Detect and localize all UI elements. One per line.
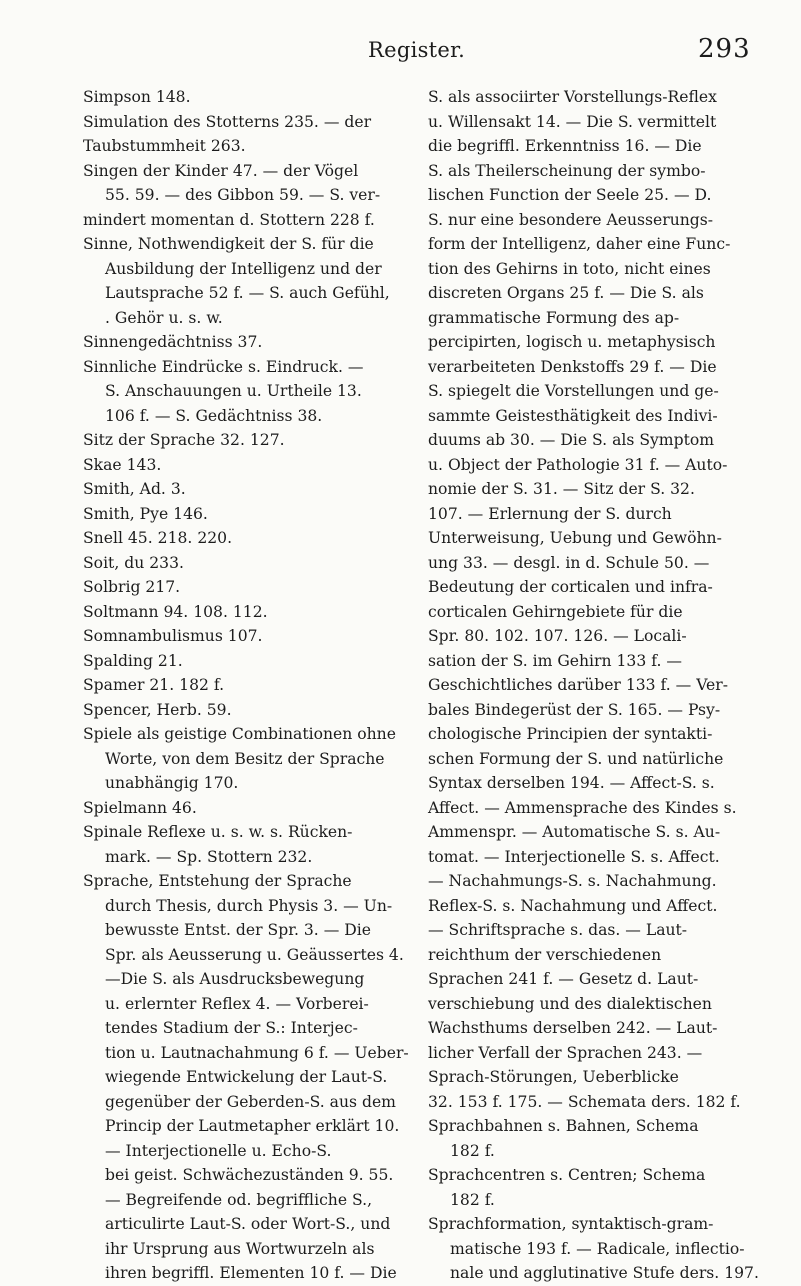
index-entry-line: S. spiegelt die Vorstellungen und ge- — [428, 382, 719, 400]
index-entry-line: Spr. 80. 102. 107. 126. — Locali- — [428, 627, 687, 645]
index-entry-line: ihr Ursprung aus Wortwurzeln als — [105, 1239, 375, 1258]
index-entry-line: lischen Function der Seele 25. — D. — [428, 186, 712, 204]
index-entry-line: corticalen Gehirngebiete für die — [428, 602, 683, 621]
index-entry-line: Spr. als Aeusserung u. Geäussertes 4. — [105, 945, 404, 964]
page-number: 293 — [698, 34, 751, 64]
index-entry-line: Smith, Ad. 3. — [83, 480, 186, 498]
index-entry-line: 182 f. — [450, 1141, 495, 1160]
index-entry-line: Sprach-Störungen, Ueberblicke — [428, 1068, 679, 1086]
index-entry-line: Ammenspr. — Automatische S. s. Au- — [428, 823, 721, 841]
index-entry-line: — Nachahmungs-S. s. Nachahmung. — [428, 872, 717, 890]
index-entry-line: bales Bindegerüst der S. 165. — Psy- — [428, 700, 721, 719]
index-entry-line: wiegende Entwickelung der Laut-S. — [105, 1068, 388, 1086]
index-entry-line: S. als Theilerscheinung der symbo- — [428, 161, 706, 180]
index-entry-line: reichthum der verschiedenen — [428, 945, 662, 964]
index-entry-line: Sprachformation, syntaktisch-gram- — [428, 1215, 714, 1233]
index-entry-line: Princip der Lautmetapher erklärt 10. — [105, 1117, 400, 1135]
index-entry-line: Syntax derselben 194. — Affect-S. s. — [428, 774, 715, 792]
index-entry-line: Bedeutung der corticalen und infra- — [428, 578, 713, 596]
index-entry-line: Spiele als geistige Combinationen ohne — [83, 725, 396, 743]
index-entry-line: S. nur eine besondere Aeusserungs- — [428, 210, 714, 229]
index-entry-line: mindert momentan d. Stottern 228 f. — [83, 210, 375, 229]
index-entry-line: u. Object der Pathologie 31 f. — Auto- — [428, 455, 728, 474]
index-entry-line: chologische Principien der syntakti- — [428, 725, 713, 743]
index-entry-line: Simpson 148. — [83, 88, 191, 106]
index-entry-line: Sinne, Nothwendigkeit der S. für die — [83, 235, 374, 253]
index-entry-line: S. Anschauungen u. Urtheile 13. — [105, 382, 362, 400]
index-entry-line: Unterweisung, Uebung und Gewöhn- — [428, 529, 722, 547]
index-entry-line: grammatische Formung des ap- — [428, 308, 680, 327]
index-entry-line: Spamer 21. 182 f. — [83, 676, 225, 694]
index-entry-line: —Die S. als Ausdrucksbewegung — [105, 970, 365, 988]
index-entry-line: die begriffl. Erkenntniss 16. — Die — [428, 137, 702, 155]
index-entry-line: Sinnliche Eindrücke s. Eindruck. — — [83, 357, 364, 376]
index-entry-line: tendes Stadium der S.: Interjec- — [105, 1019, 358, 1037]
index-entry-line: Worte, von dem Besitz der Sprache — [105, 749, 385, 768]
index-entry-line: verschiebung und des dialektischen — [428, 994, 712, 1013]
index-entry-line: u. Willensakt 14. — Die S. vermittelt — [428, 112, 717, 131]
index-entry-line: form der Intelligenz, daher eine Func- — [428, 235, 731, 253]
index-entry-line: tion des Gehirns in toto, nicht eines — [428, 259, 711, 278]
index-entry-line: Skae 143. — [83, 455, 162, 474]
index-entry-line: Sitz der Sprache 32. 127. — [83, 431, 285, 449]
index-entry-line: tion u. Lautnachahmung 6 f. — Ueber- — [105, 1043, 409, 1062]
index-entry-line: schen Formung der S. und natürliche — [428, 749, 724, 768]
running-title: Register. — [368, 38, 466, 62]
index-entry-line: matische 193 f. — Radicale, inflectio- — [450, 1239, 745, 1258]
page-header — [0, 28, 801, 68]
index-entry-line: tomat. — Interjectionelle S. s. Affect. — [428, 847, 720, 866]
index-entry-line: Snell 45. 218. 220. — [83, 529, 233, 547]
index-entry-line: nale und agglutinative Stufe ders. 197. — [450, 1264, 759, 1282]
index-entry-line: Spinale Reflexe u. s. w. s. Rücken- — [83, 823, 353, 841]
index-entry-line: durch Thesis, durch Physis 3. — Un- — [105, 896, 393, 915]
index-entry-line: Lautsprache 52 f. — S. auch Gefühl, — [105, 284, 390, 302]
index-entry-line: Sprachen 241 f. — Gesetz d. Laut- — [428, 970, 699, 988]
index-entry-line: bewusste Entst. der Spr. 3. — Die — [105, 921, 371, 939]
index-entry-line: Affect. — Ammensprache des Kindes s. — [428, 798, 737, 817]
index-entry-line: Sinnengedächtniss 37. — [83, 333, 263, 351]
index-entry-line: Ausbildung der Intelligenz und der — [105, 259, 382, 278]
index-entry-line: nomie der S. 31. — Sitz der S. 32. — [428, 480, 695, 498]
index-entry-line: Spielmann 46. — [83, 798, 197, 817]
index-entry-line: — Schriftsprache s. das. — Laut- — [428, 921, 688, 939]
index-entry-line: ung 33. — desgl. in d. Schule 50. — — [428, 553, 710, 572]
index-entry-line: Sprachcentren s. Centren; Schema — [428, 1166, 706, 1184]
index-entry-line: Geschichtliches darüber 133 f. — Ver- — [428, 676, 729, 694]
index-entry-line: . Gehör u. s. w. — [105, 308, 223, 327]
index-entry-line: gegenüber der Geberden-S. aus dem — [105, 1092, 396, 1111]
index-entry-line: Somnambulismus 107. — [83, 627, 263, 645]
index-entry-line: Singen der Kinder 47. — der Vögel — [83, 161, 359, 180]
index-entry-line: bei geist. Schwächezuständen 9. 55. — [105, 1166, 394, 1184]
index-entry-line: Reflex-S. s. Nachahmung und Affect. — [428, 896, 718, 915]
index-entry-line: unabhängig 170. — [105, 774, 239, 792]
index-entry-line: Spencer, Herb. 59. — [83, 700, 232, 719]
index-entry-line: sammte Geistesthätigkeit des Indivi- — [428, 406, 718, 425]
index-entry-line: licher Verfall der Sprachen 243. — — [428, 1043, 703, 1062]
index-entry-line: articulirte Laut-S. oder Wort-S., und — [105, 1215, 391, 1233]
index-entry-line: — Begreifende od. begriffliche S., — [105, 1190, 373, 1209]
index-entry-line: discreten Organs 25 f. — Die S. als — [428, 284, 704, 302]
index-entry-line: percipirten, logisch u. metaphysisch — [428, 333, 716, 351]
index-entry-line: 107. — Erlernung der S. durch — [428, 504, 672, 523]
left-column — [83, 85, 413, 1286]
index-entry-line: duums ab 30. — Die S. als Symptom — [428, 431, 715, 449]
index-entry-line: Soit, du 233. — [83, 553, 184, 572]
index-entry-line: 182 f. — [450, 1190, 495, 1209]
index-entry-line: — Interjectionelle u. Echo-S. — [105, 1141, 332, 1160]
index-entry-line: ihren begriffl. Elementen 10 f. — Die — [105, 1264, 397, 1282]
index-entry-line: mark. — Sp. Stottern 232. — [105, 847, 313, 866]
index-entry-line: Solbrig 217. — [83, 578, 181, 596]
index-entry-line: Smith, Pye 146. — [83, 504, 208, 523]
index-entry-line: verarbeiteten Denkstoffs 29 f. — Die — [428, 357, 717, 376]
index-entry-line: u. erlernter Reflex 4. — Vorberei- — [105, 994, 369, 1013]
index-entry-line: S. als associirter Vorstellungs-Reflex — [428, 88, 717, 106]
index-entry-line: 55. 59. — des Gibbon 59. — S. ver- — [105, 186, 381, 204]
index-entry-line: Spalding 21. — [83, 651, 183, 670]
index-entry-line: 32. 153 f. 175. — Schemata ders. 182 f. — [428, 1092, 741, 1111]
index-entry-line: Taubstummheit 263. — [83, 137, 246, 155]
index-entry-line: Simulation des Stotterns 235. — der — [83, 112, 372, 131]
right-column — [428, 85, 768, 1286]
index-entry-line: Soltmann 94. 108. 112. — [83, 602, 268, 621]
index-entry-line: 106 f. — S. Gedächtniss 38. — [105, 406, 323, 425]
index-entry-line: sation der S. im Gehirn 133 f. — — [428, 651, 682, 670]
index-entry-line: Sprachbahnen s. Bahnen, Schema — [428, 1117, 699, 1135]
index-entry-line: Sprache, Entstehung der Sprache — [83, 872, 352, 890]
index-entry-line: Wachsthums derselben 242. — Laut- — [428, 1019, 718, 1037]
